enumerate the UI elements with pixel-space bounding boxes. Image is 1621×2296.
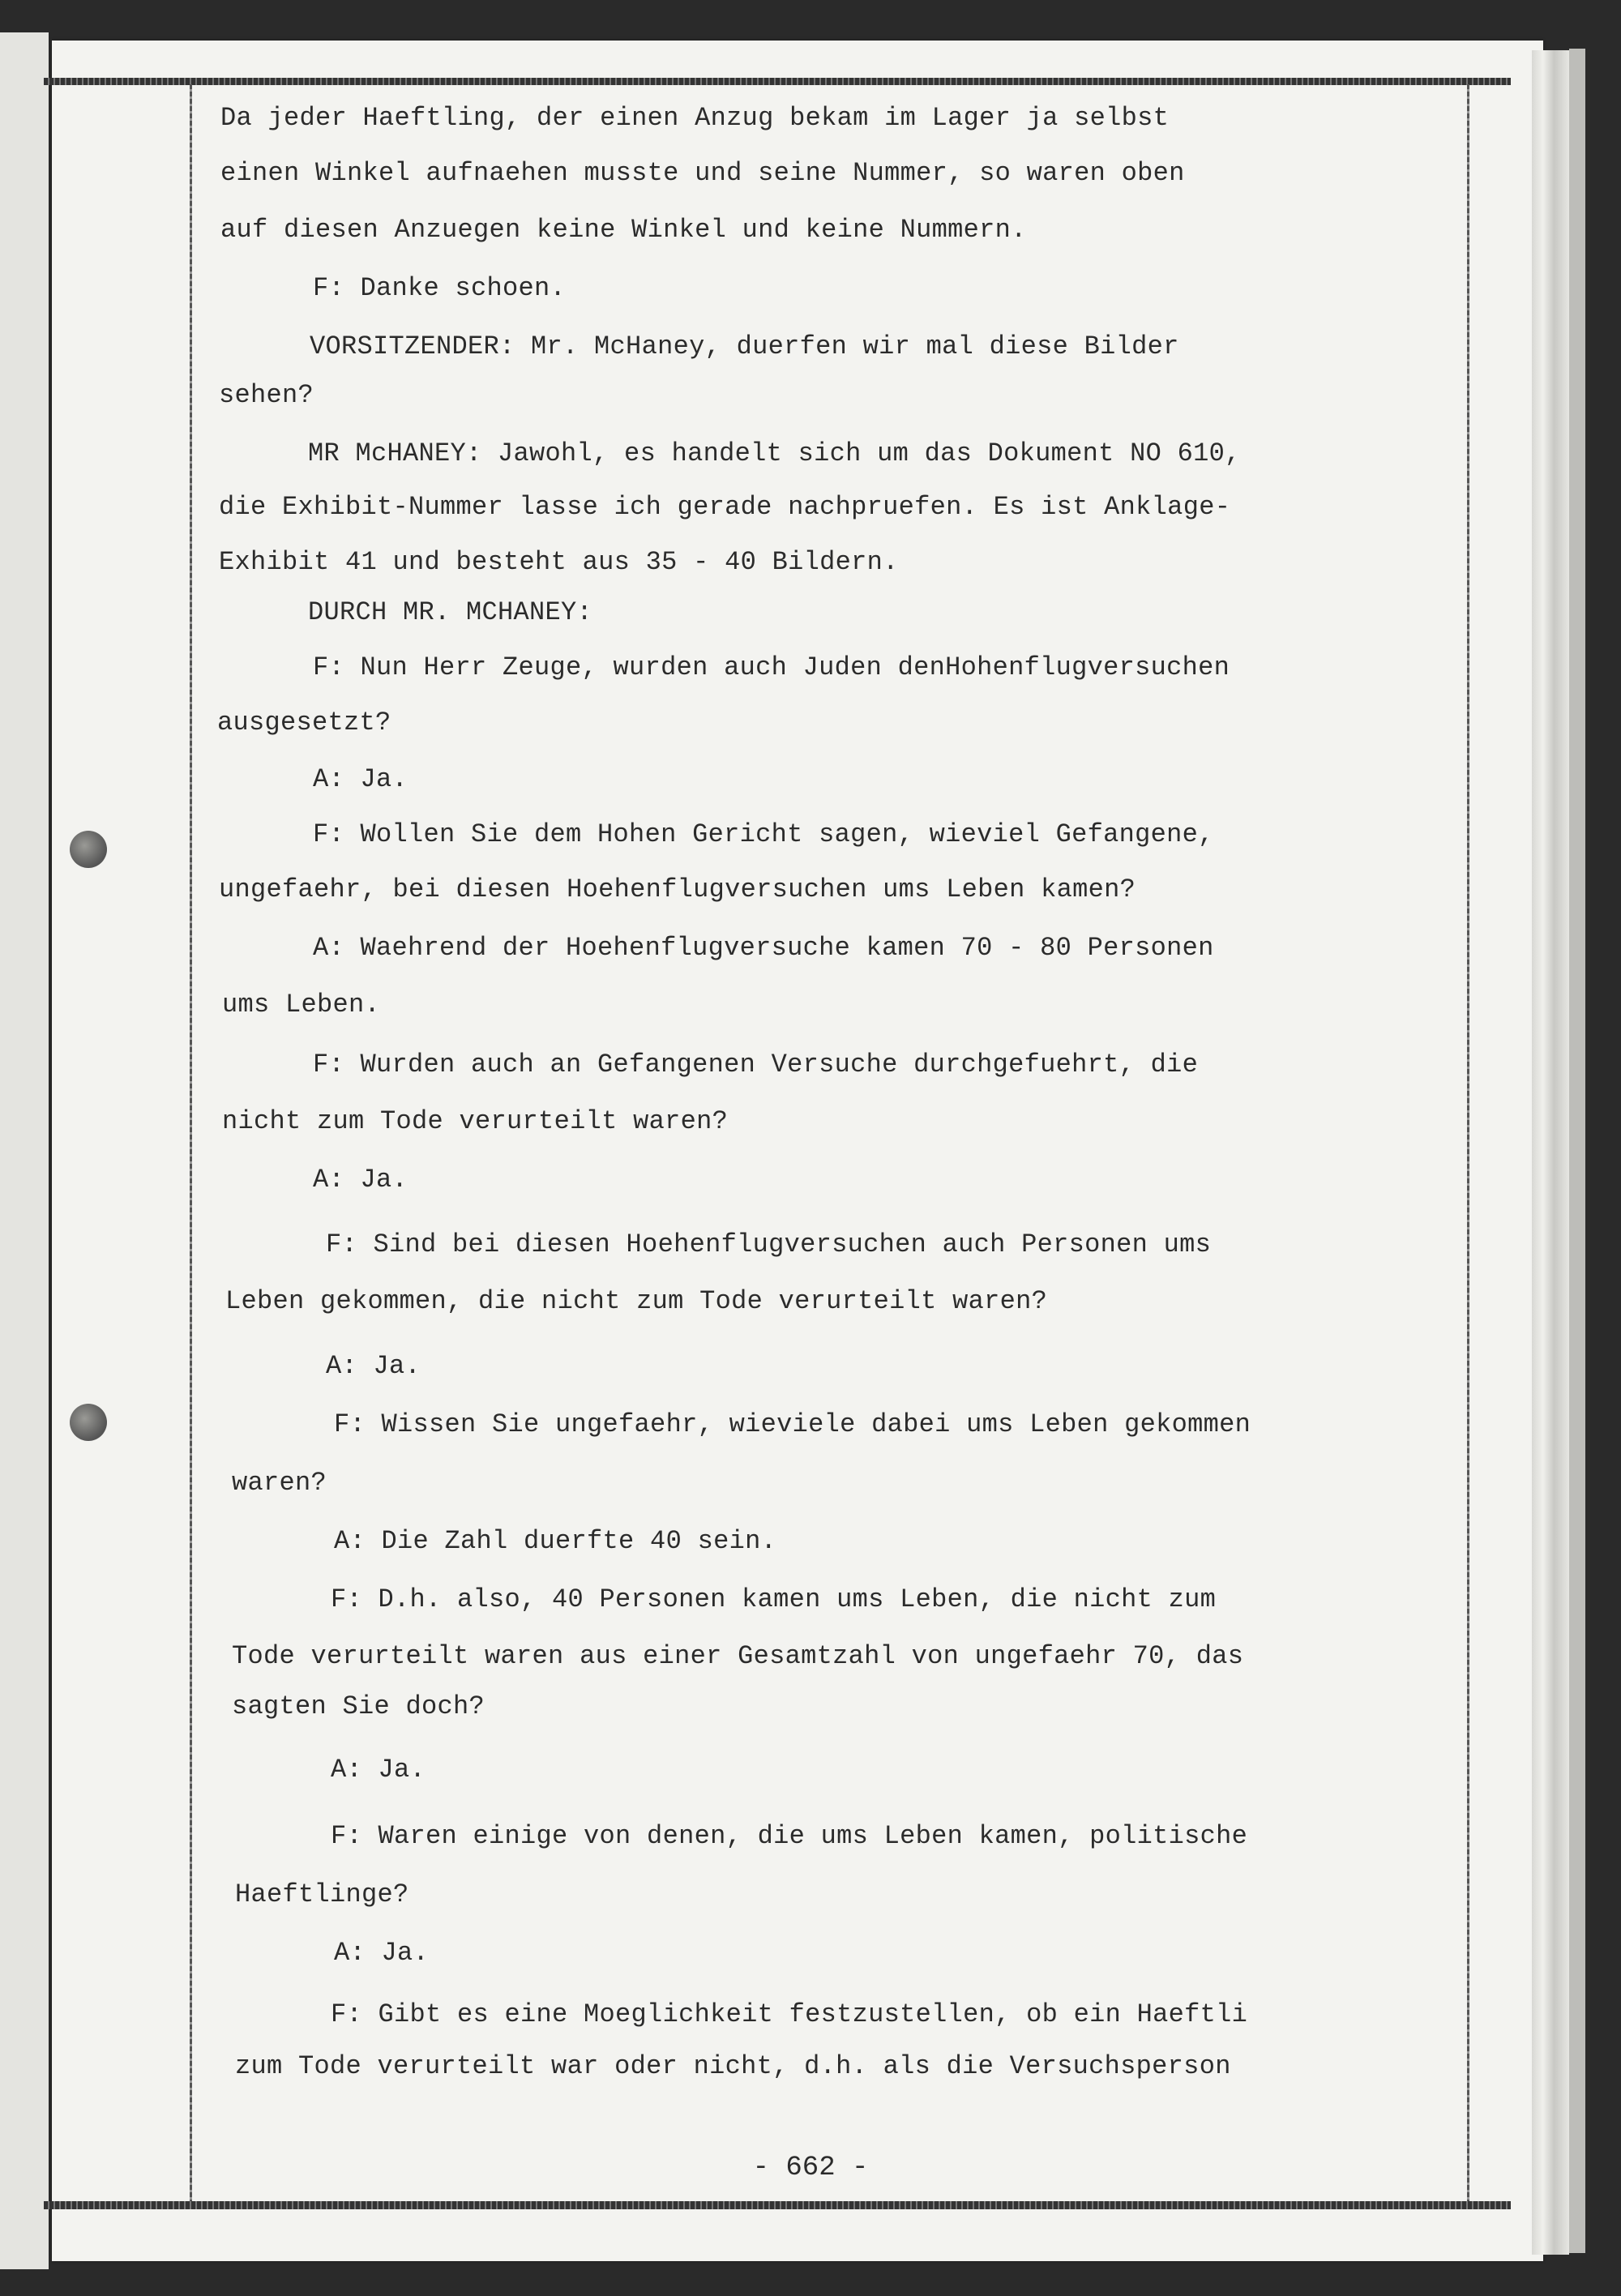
text-line: DURCH MR. MCHANEY:	[308, 597, 593, 627]
text-line: A: Ja.	[313, 764, 408, 794]
punch-hole	[70, 831, 107, 868]
text-line: A: Ja.	[313, 1165, 408, 1195]
text-line: Haeftlinge?	[235, 1879, 409, 1909]
right-margin-rule	[1467, 84, 1469, 2201]
left-page-strip	[0, 32, 49, 2269]
text-line: F: Wurden auch an Gefangenen Versuche durchgefuehrt, die	[313, 1050, 1199, 1080]
text-line: waren?	[232, 1468, 327, 1498]
text-line: ausgesetzt?	[217, 708, 391, 738]
text-line: VORSITZENDER: Mr. McHaney, duerfen wir mal diese Bilder	[310, 331, 1179, 361]
text-line: auf diesen Anzuegen keine Winkel und keine Nummern.	[220, 215, 1027, 245]
text-line: Da jeder Haeftling, der einen Anzug bekam im Lager ja selbst	[220, 103, 1170, 133]
top-border-rule	[44, 78, 1511, 85]
text-line: zum Tode verurteilt war oder nicht, d.h. als die Versuchsperson	[235, 2051, 1231, 2081]
text-line: F: D.h. also, 40 Personen kamen ums Leben, die nicht zum	[331, 1584, 1217, 1614]
text-line: A: Die Zahl duerfte 40 sein.	[334, 1526, 777, 1556]
text-line: ungefaehr, bei diesen Hoehenflugversuchen ums Leben kamen?	[219, 874, 1136, 904]
text-line: A: Waehrend der Hoehenflugversuche kamen 70 - 80 Personen	[313, 933, 1214, 963]
text-line: Exhibit 41 und besteht aus 35 - 40 Bildern.	[219, 547, 899, 577]
text-line: F: Sind bei diesen Hoehenflugversuchen auch Personen ums	[326, 1229, 1212, 1259]
document-page	[52, 41, 1543, 2261]
text-line: sehen?	[219, 380, 314, 410]
page-stack-edge	[1532, 50, 1569, 2255]
text-line: einen Winkel aufnaehen musste und seine Nummer, so waren oben	[220, 158, 1185, 188]
text-line: MR McHANEY: Jawohl, es handelt sich um das Dokument NO 610,	[308, 438, 1241, 468]
text-line: A: Ja.	[331, 1755, 426, 1785]
page-number: - 662 -	[752, 2153, 869, 2183]
text-line: ums Leben.	[222, 990, 381, 1020]
text-line: Tode verurteilt waren aus einer Gesamtzahl von ungefaehr 70, das	[232, 1641, 1244, 1671]
text-line: F: Waren einige von denen, die ums Leben kamen, politische	[331, 1821, 1248, 1851]
text-line: F: Nun Herr Zeuge, wurden auch Juden denHohenflugversuchen	[313, 652, 1230, 682]
text-line: A: Ja.	[334, 1938, 430, 1968]
text-line: Leben gekommen, die nicht zum Tode verurteilt waren?	[225, 1286, 1048, 1316]
text-line: F: Danke schoen.	[313, 273, 567, 303]
text-line: die Exhibit-Nummer lasse ich gerade nachpruefen. Es ist Anklage-	[219, 492, 1231, 522]
text-line: A: Ja.	[326, 1351, 421, 1381]
binder-edge	[1569, 49, 1585, 2253]
text-line: sagten Sie doch?	[232, 1691, 485, 1721]
left-margin-rule	[190, 84, 192, 2201]
punch-hole	[70, 1404, 107, 1441]
text-line: F: Gibt es eine Moeglichkeit festzustellen, ob ein Haeftli	[331, 1999, 1248, 2029]
text-line: nicht zum Tode verurteilt waren?	[222, 1106, 729, 1136]
bottom-border-rule	[44, 2201, 1511, 2209]
text-line: F: Wissen Sie ungefaehr, wieviele dabei ums Leben gekommen	[334, 1409, 1251, 1439]
text-line: F: Wollen Sie dem Hohen Gericht sagen, wieviel Gefangene,	[313, 819, 1214, 849]
